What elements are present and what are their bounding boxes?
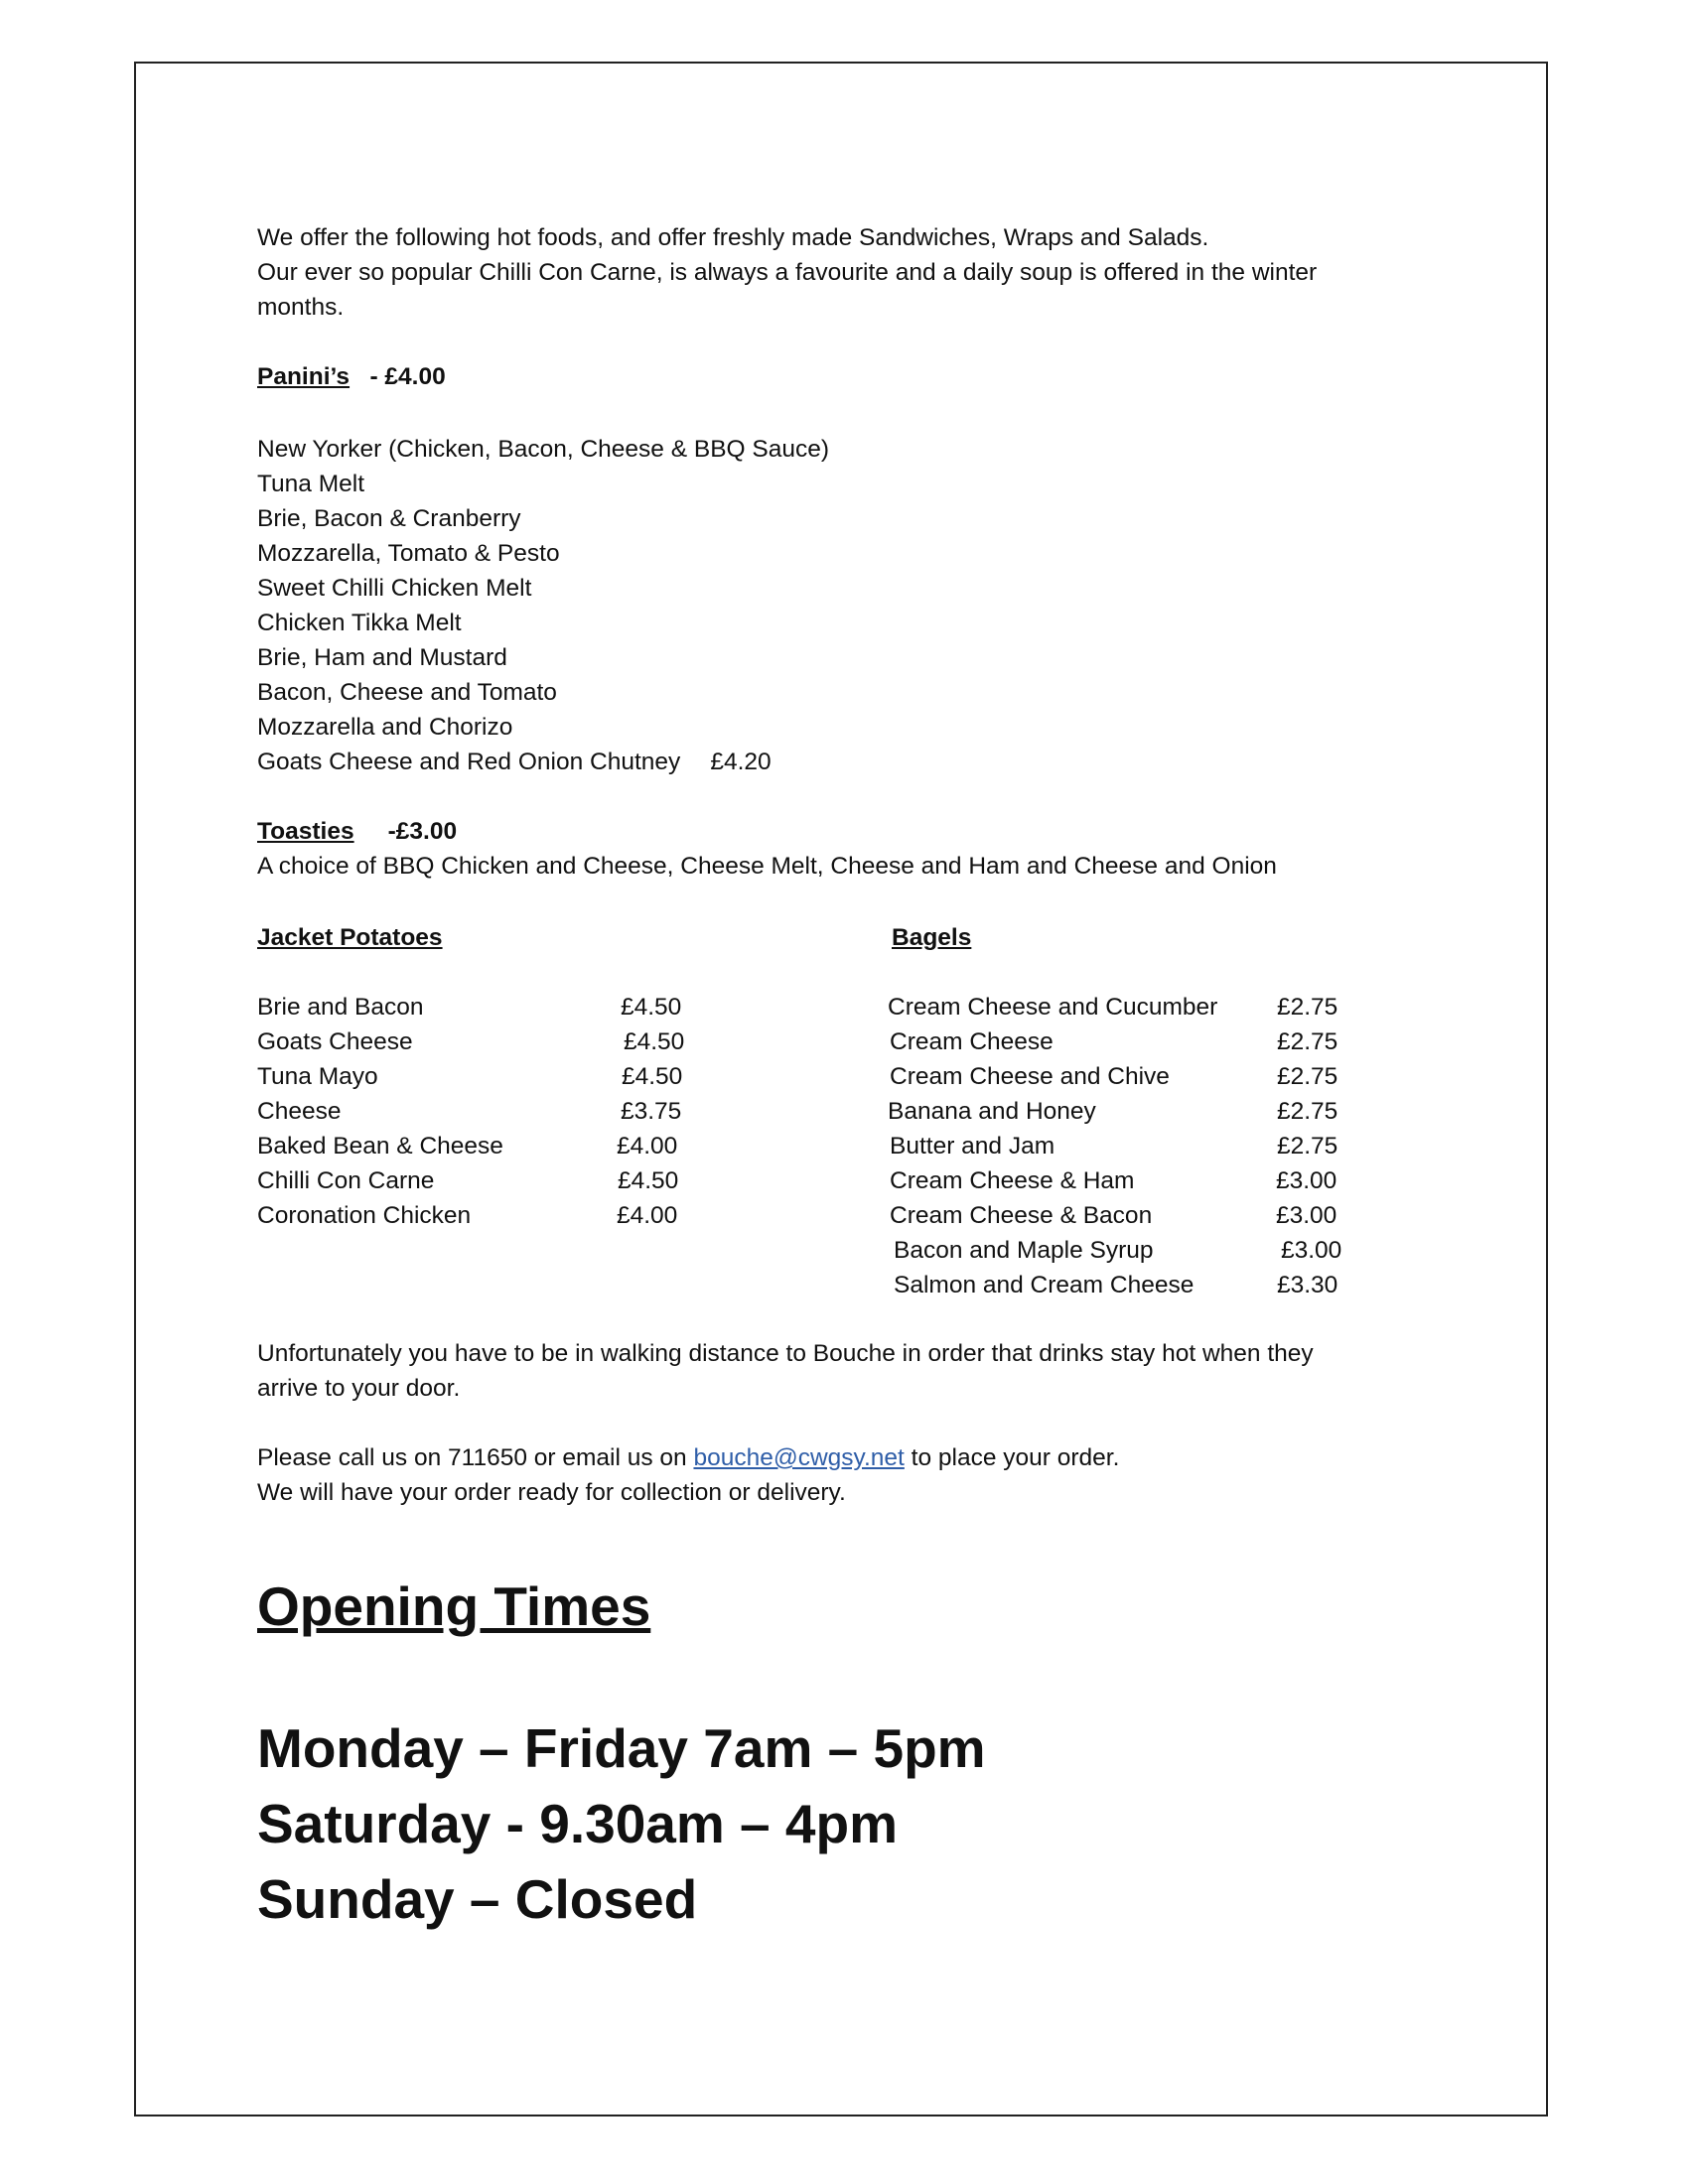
table-row bbox=[257, 1163, 888, 1198]
table-row bbox=[257, 1198, 888, 1233]
bagels-title: Bagels bbox=[892, 924, 972, 951]
jacket-potatoes-heading bbox=[257, 920, 888, 955]
hours-sunday: Sunday – Closed bbox=[257, 1868, 698, 1930]
table-row bbox=[257, 990, 888, 1024]
item-price: £4.50 bbox=[621, 994, 682, 1021]
list-item: Tuna Melt bbox=[257, 471, 365, 497]
list-item: Brie, Ham and Mustard bbox=[257, 644, 507, 671]
item-price: £2.75 bbox=[1277, 1063, 1338, 1090]
item-price: £2.75 bbox=[1277, 1133, 1338, 1160]
item-name: Butter and Jam bbox=[890, 1133, 1055, 1160]
item-price: £3.00 bbox=[1276, 1202, 1337, 1229]
table-row bbox=[888, 1094, 1449, 1129]
item-name: Cream Cheese and Chive bbox=[890, 1063, 1170, 1090]
paninis-price: - £4.00 bbox=[369, 363, 446, 390]
table-row bbox=[888, 1198, 1449, 1233]
delivery-note-line-2: arrive to your door. bbox=[257, 1375, 461, 1402]
intro-line-1: We offer the following hot foods, and offer freshly made Sandwiches, Wraps and Salads. bbox=[257, 224, 1209, 251]
item-price: £3.75 bbox=[621, 1098, 682, 1125]
table-row bbox=[888, 1163, 1449, 1198]
hours-weekday: Monday – Friday 7am – 5pm bbox=[257, 1717, 986, 1779]
paninis-list bbox=[257, 432, 1449, 779]
intro-line-3: months. bbox=[257, 294, 345, 321]
intro-line-2: Our ever so popular Chilli Con Carne, is always a favourite and a daily soup is offered in the winter bbox=[257, 259, 1318, 286]
list-item: Sweet Chilli Chicken Melt bbox=[257, 575, 532, 602]
item-price: £4.00 bbox=[617, 1202, 678, 1229]
list-item: Chicken Tikka Melt bbox=[257, 610, 462, 636]
menu-columns bbox=[257, 920, 1449, 1302]
item-name: Cream Cheese & Bacon bbox=[890, 1202, 1153, 1229]
special-item-price: £4.20 bbox=[710, 749, 772, 775]
item-price: £2.75 bbox=[1277, 1028, 1338, 1055]
list-item bbox=[257, 745, 1449, 779]
list-item: Mozzarella and Chorizo bbox=[257, 714, 513, 741]
menu-document bbox=[257, 220, 1449, 1937]
item-name: Banana and Honey bbox=[888, 1098, 1096, 1125]
list-item: Brie, Bacon & Cranberry bbox=[257, 505, 521, 532]
contact-prefix: Please call us on 711650 or email us on bbox=[257, 1444, 694, 1471]
item-name: Chilli Con Carne bbox=[257, 1167, 435, 1194]
paninis-title: Panini’s bbox=[257, 363, 351, 390]
opening-times-heading: Opening Times bbox=[257, 1575, 651, 1637]
item-name: Cream Cheese bbox=[890, 1028, 1054, 1055]
table-row bbox=[257, 1129, 888, 1163]
toasties-title: Toasties bbox=[257, 818, 354, 845]
item-price: £4.00 bbox=[617, 1133, 678, 1160]
item-name: Bacon and Maple Syrup bbox=[894, 1237, 1154, 1264]
table-row bbox=[888, 990, 1449, 1024]
paninis-heading bbox=[257, 359, 1449, 394]
item-name: Cheese bbox=[257, 1098, 342, 1125]
table-row bbox=[257, 1094, 888, 1129]
table-row bbox=[888, 1059, 1449, 1094]
item-name: Cream Cheese & Ham bbox=[890, 1167, 1135, 1194]
bagels-section bbox=[888, 920, 1449, 1302]
item-name: Salmon and Cream Cheese bbox=[894, 1272, 1195, 1298]
toasties-description: A choice of BBQ Chicken and Cheese, Cheese Melt, Cheese and Ham and Cheese and Onion bbox=[257, 853, 1277, 880]
table-row bbox=[888, 1024, 1449, 1059]
email-link[interactable]: bouche@cwgsy.net bbox=[693, 1444, 905, 1471]
item-price: £4.50 bbox=[624, 1028, 685, 1055]
item-name: Tuna Mayo bbox=[257, 1063, 378, 1090]
item-price: £4.50 bbox=[618, 1167, 679, 1194]
delivery-note-line-1: Unfortunately you have to be in walking distance to Bouche in order that drinks stay hot when they bbox=[257, 1340, 1314, 1367]
contact-suffix: to place your order. bbox=[904, 1444, 1120, 1471]
item-name: Coronation Chicken bbox=[257, 1202, 472, 1229]
list-item: New Yorker (Chicken, Bacon, Cheese & BBQ Sauce) bbox=[257, 436, 830, 463]
jacket-potatoes-section bbox=[257, 920, 888, 1302]
item-price: £2.75 bbox=[1277, 994, 1338, 1021]
list-item: Bacon, Cheese and Tomato bbox=[257, 679, 557, 706]
item-price: £3.30 bbox=[1277, 1272, 1338, 1298]
special-item-name: Goats Cheese and Red Onion Chutney bbox=[257, 749, 681, 775]
bagels-heading bbox=[888, 920, 1449, 955]
contact-line-2: We will have your order ready for collection or delivery. bbox=[257, 1479, 846, 1506]
item-name: Brie and Bacon bbox=[257, 994, 424, 1021]
item-name: Cream Cheese and Cucumber bbox=[888, 994, 1218, 1021]
item-name: Goats Cheese bbox=[257, 1028, 413, 1055]
item-name: Baked Bean & Cheese bbox=[257, 1133, 503, 1160]
item-price: £4.50 bbox=[622, 1063, 683, 1090]
list-item: Mozzarella, Tomato & Pesto bbox=[257, 540, 560, 567]
table-row bbox=[257, 1059, 888, 1094]
table-row bbox=[888, 1233, 1449, 1268]
jacket-potatoes-title: Jacket Potatoes bbox=[257, 924, 443, 951]
table-row bbox=[888, 1129, 1449, 1163]
table-row bbox=[257, 1024, 888, 1059]
table-row bbox=[888, 1268, 1449, 1302]
item-price: £3.00 bbox=[1281, 1237, 1342, 1264]
item-price: £3.00 bbox=[1276, 1167, 1337, 1194]
toasties-price: -£3.00 bbox=[387, 818, 458, 845]
toasties-heading bbox=[257, 814, 1449, 849]
opening-hours bbox=[257, 1710, 1449, 1937]
hours-saturday: Saturday - 9.30am – 4pm bbox=[257, 1793, 899, 1854]
item-price: £2.75 bbox=[1277, 1098, 1338, 1125]
contact-line bbox=[257, 1440, 1449, 1475]
